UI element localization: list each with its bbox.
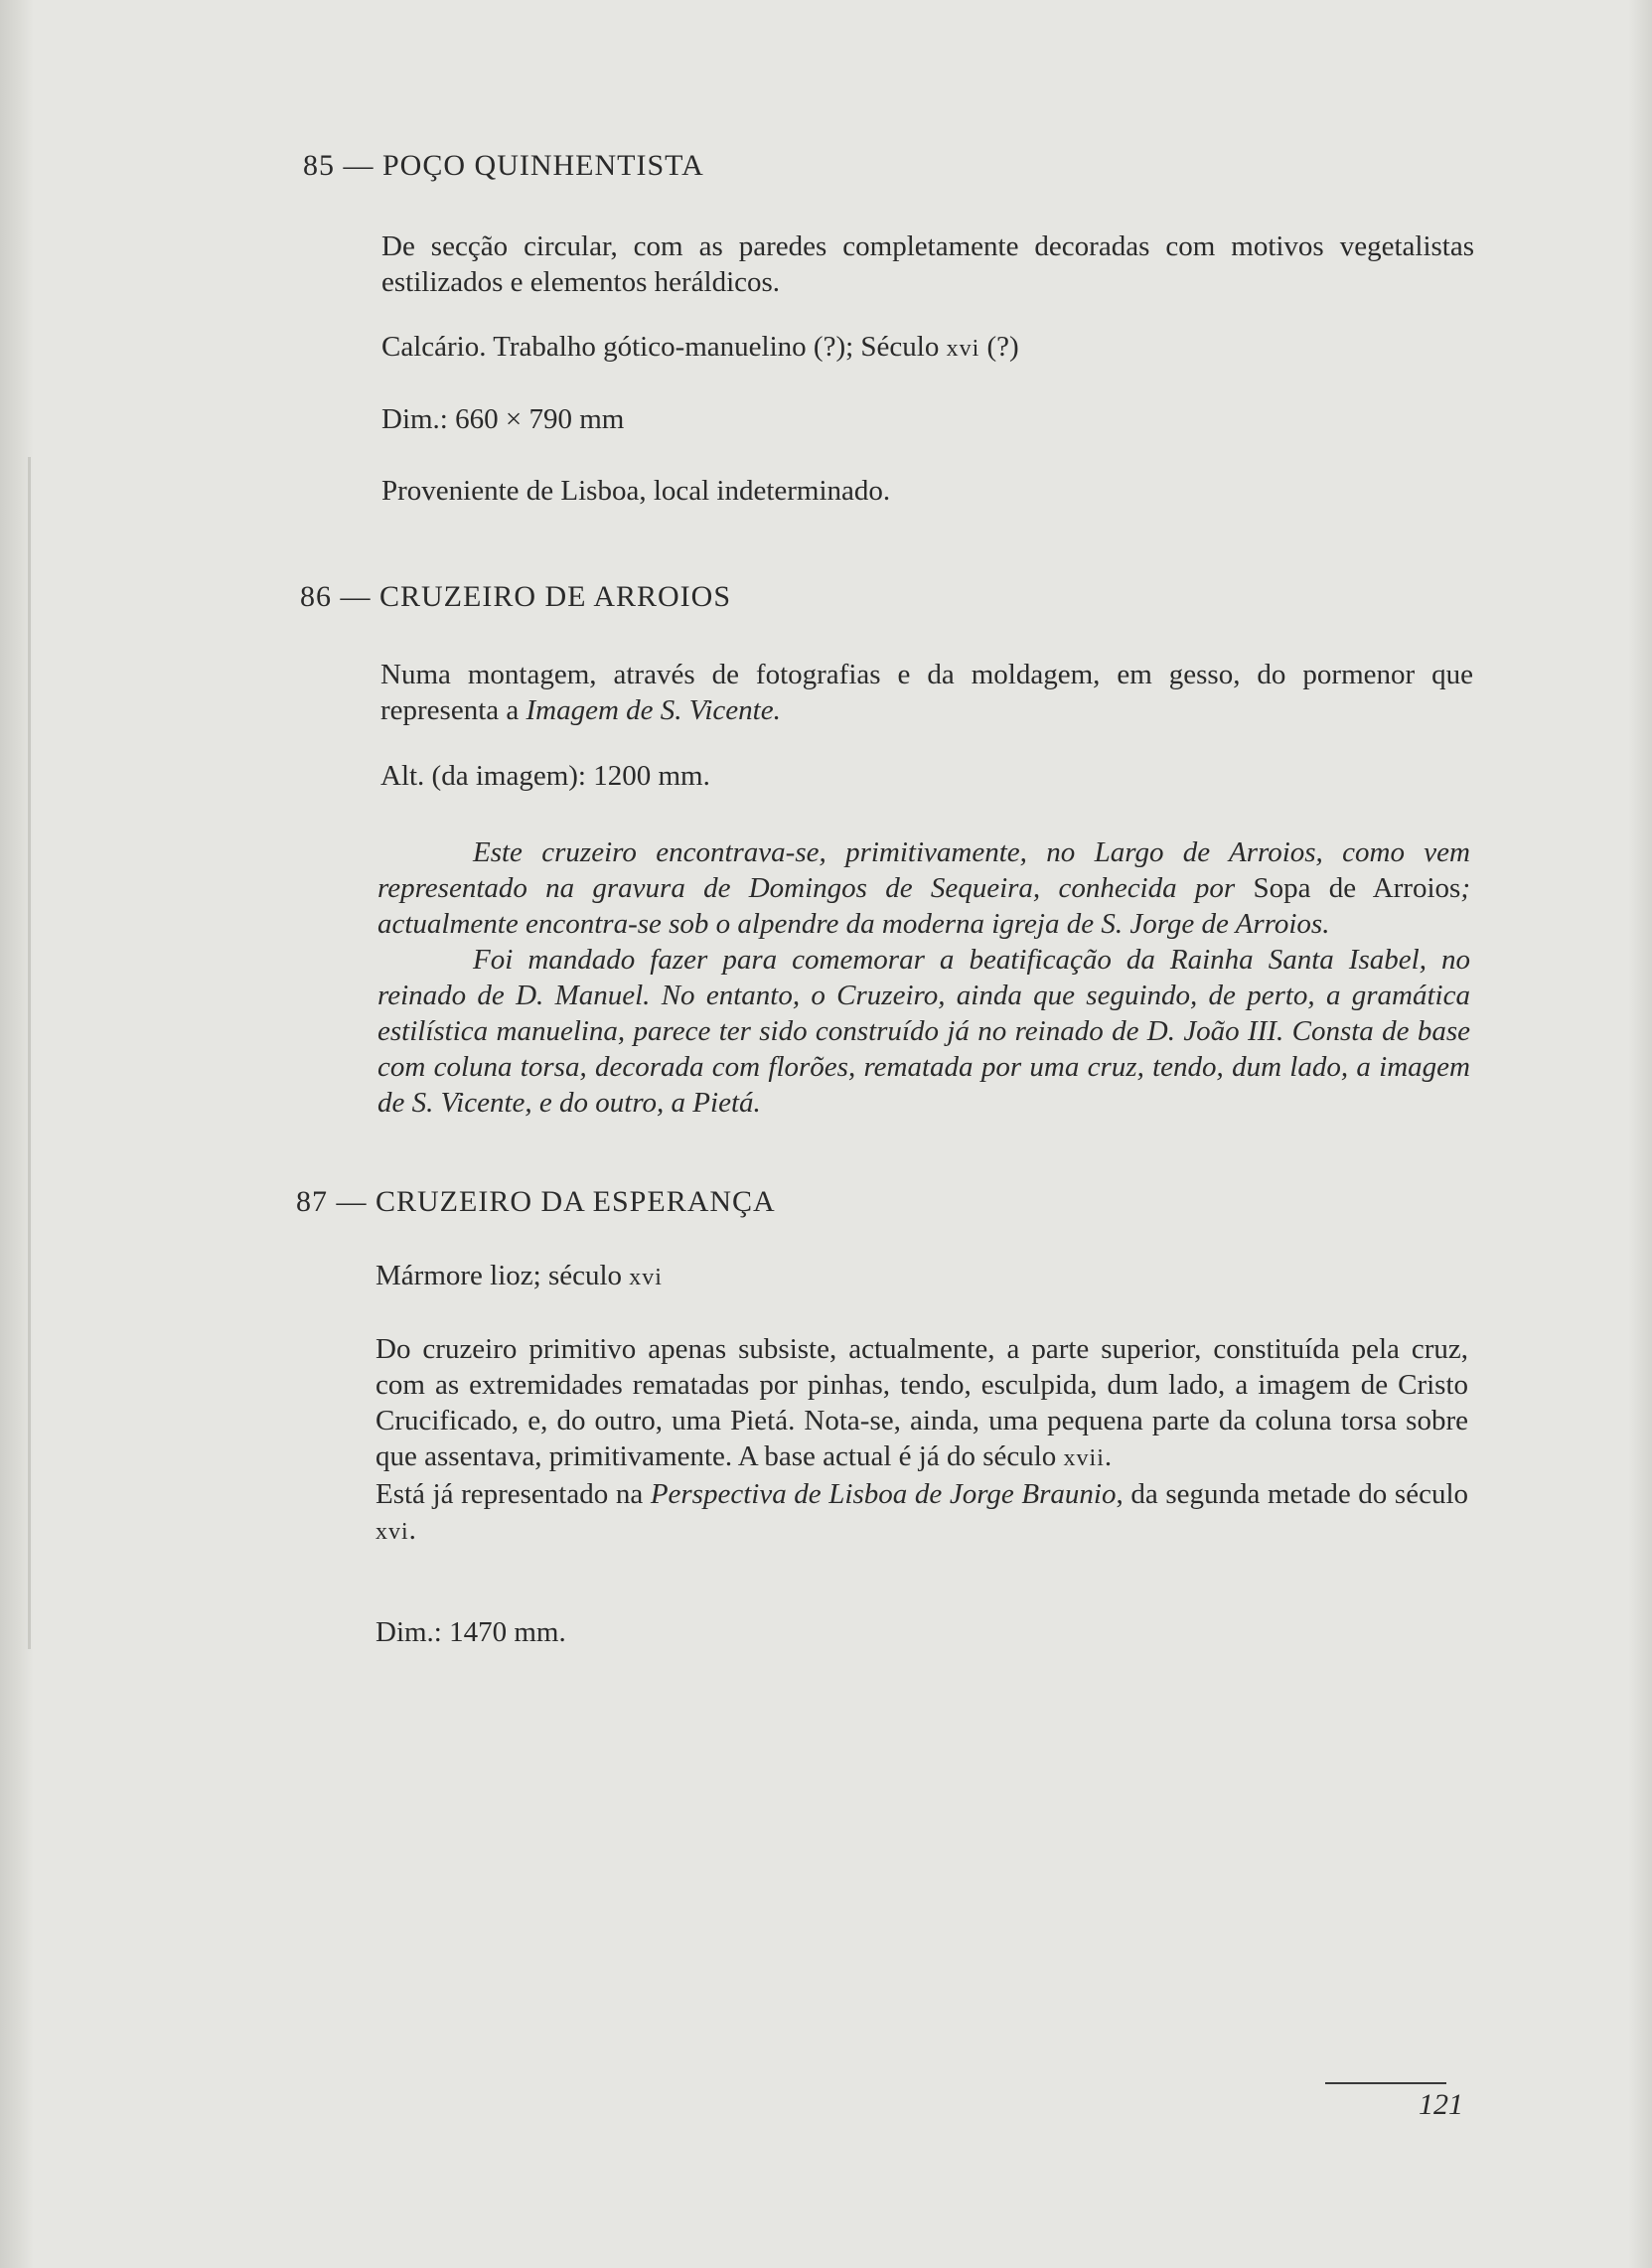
entry-86-note-text-cont: ; actualmente encontra-se sob o alpendre da moderna igreja de S. Jorge de Arroios. — [377, 872, 1471, 940]
entry-86-description-title: Imagem de S. Vicente. — [526, 694, 781, 726]
entry-86-heading: 86 — CRUZEIRO DE ARROIOS — [300, 580, 732, 613]
entry-87-description-century: xvii — [1063, 1445, 1105, 1471]
entry-85-material-suffix: (?) — [979, 331, 1019, 363]
page-number-rule — [1325, 2082, 1446, 2084]
entry-87-description-end: . — [1104, 1440, 1113, 1472]
entry-85-material-century: xvi — [946, 336, 980, 362]
entry-85-material-text: Calcário. Trabalho gótico-manuelino (?); Século — [381, 331, 947, 363]
entry-85-dimensions: Dim.: 660 × 790 mm — [381, 403, 625, 435]
entry-85-description: De secção circular, com as paredes completamente decoradas com motivos vegetalistas estilizados e elementos heráldicos. — [381, 230, 1474, 298]
entry-85-provenance: Proveniente de Lisboa, local indeterminado. — [381, 475, 891, 507]
entry-87-dimensions: Dim.: 1470 mm. — [375, 1616, 566, 1648]
entry-87-description-work-title: Perspectiva de Lisboa de Jorge Braunio — [650, 1478, 1117, 1510]
entry-86-note-text: Este cruzeiro encontrava-se, primitivamente, no Largo de Arroios, como vem representado na gravura de Domingos de Sequeira, conhecida por — [377, 836, 1470, 904]
entry-85-heading: 85 — POÇO QUINHENTISTA — [303, 149, 704, 182]
entry-86-height: Alt. (da imagem): 1200 mm. — [380, 760, 710, 792]
entry-87-material-text: Mármore lioz; século — [375, 1260, 630, 1291]
entry-87-heading: 87 — CRUZEIRO DA ESPERANÇA — [296, 1185, 776, 1218]
entry-86-description — [380, 657, 1473, 728]
entry-85-material — [381, 331, 1019, 364]
entry-86-description-text: Numa montagem, através de fotografias e da moldagem, em gesso, do pormenor que representa a — [380, 659, 1473, 726]
entry-87-description — [375, 1331, 1468, 1550]
entry-87-description-text-2: Está já representado na — [375, 1478, 651, 1510]
entry-87-description-century-2: xvi — [375, 1519, 409, 1545]
entry-87-description-text-3: , da segunda metade do século — [1116, 1478, 1468, 1510]
entry-86-note-paragraph-2: Foi mandado fazer para comemorar a beatificação da Rainha Santa Isabel, no reinado de D. Manuel. No entanto, o Cruzeiro, ainda que seguindo, de perto, a gramática estilística manuelina, parece ter sido construído já no reinado de D. João III. Consta de base com coluna torsa, decorada com florões, rematada por uma cruz, tendo, dum lado, a imagem de S. Vicente, e do outro, a Pietá. — [377, 944, 1470, 1119]
entry-87-description-end-2: . — [408, 1514, 416, 1546]
entry-87-material — [375, 1260, 663, 1292]
entry-87-description-text: Do cruzeiro primitivo apenas subsiste, actualmente, a parte superior, constituída pela cruz, com as extremidades rematadas por pinhas, tendo, esculpida, dum lado, a imagem de Cristo Crucificado, e, do outro, uma Pietá. Nota-se, ainda, uma pequena parte da coluna torsa sobre que assentava, primitivamente. A base actual é já do século — [375, 1333, 1468, 1472]
entry-87-material-century: xvi — [629, 1265, 663, 1290]
entry-86-note-paragraph-1 — [377, 834, 1470, 942]
entry-86-note-engraving-title: Sopa de Arroios — [1253, 872, 1461, 904]
page-number: 121 — [1419, 2088, 1463, 2121]
